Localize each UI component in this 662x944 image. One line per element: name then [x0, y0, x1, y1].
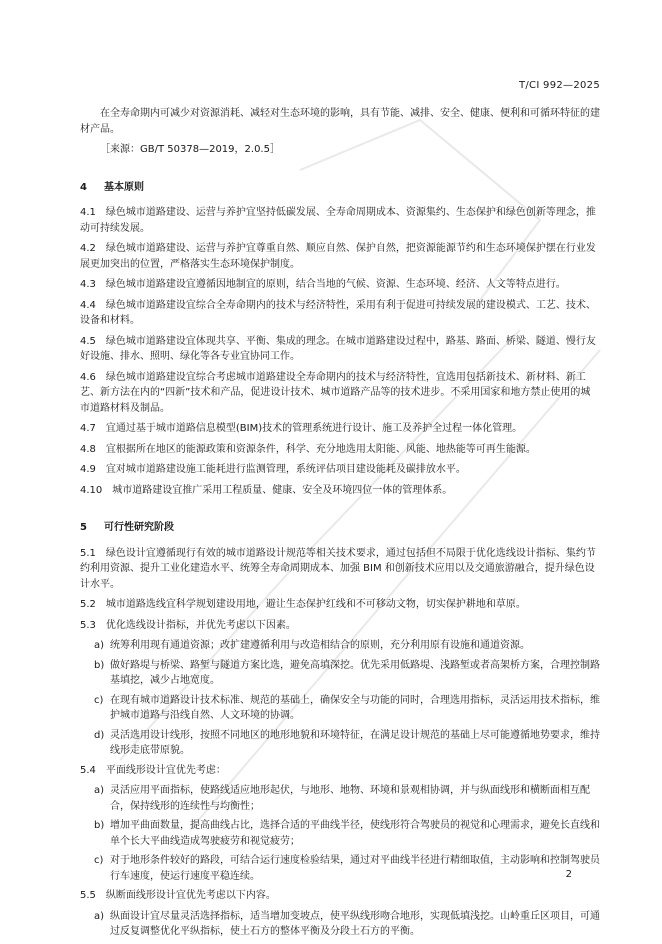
clause-4-7: 4.7 宜通过基于城市道路信息模型(BIM)技术的管理系统进行设计、施工及养护全过程一体化管理。 [80, 423, 523, 434]
clause-4-8: 4.8 宜根据所在地区的能源政策和资源条件，科学、充分地选用太阳能、风能、地热能等可再生能源。 [80, 443, 536, 455]
list-item: a) 纵面设计宜尽量灵活选择指标，适当增加变坡点，使平纵线形吻合地形，实现低填浅挖。山岭重丘区项目，可通过反复调整优化平纵指标，使土石方的整体平衡及分段土石方的平衡。 [94, 910, 600, 937]
list-item: c) 在现有城市道路设计技术标准、规范的基础上，确保安全与功能的同时，合理选用指标，灵活运用技术指标，维护城市道路与沿线自然、人文环境的协调。 [94, 694, 600, 721]
clause-5-4: 5.4 平面线形设计宜优先考虑： [80, 764, 226, 776]
list-item: b) 做好路堤与桥梁、路堑与隧道方案比选，避免高填深挖。优先采用低路堤、浅路堑或者高架桥方案，合理控制路基填挖，减少占地宽度。 [94, 659, 600, 686]
clause-4-4: 4.4 绿色城市道路建设宜综合全寿命期内的技术与经济特性，采用有利于促进可持续发展的建设模式、工艺、技术、设备和材料。 [80, 299, 596, 326]
section-number: 5 [80, 522, 87, 533]
clause-5-3-list [80, 638, 600, 759]
list-item: a) 统筹利用现有通道资源；改扩建遵循利用与改造相结合的原则，充分利用原有设施和通道资源。 [94, 640, 530, 651]
clause-5-4-list [80, 783, 600, 884]
list-item: a) 灵活应用平面指标，使路线适应地形起伏，与地形、地物、环境和景观相协调，并与纵面线形和横断面相互配合，保持线形的连续性与均衡性； [94, 785, 590, 812]
clause-5-1: 5.1 绿色设计宜遵循现行有效的城市道路设计规范等相关技术要求，通过包括但不局限于优化选线设计指标、集约节约利用资源、提升工业化建造水平、统筹全寿命周期成本、加强 BIM 和创新技术应用以及交通旅游融合，提升绿色设计水平。 [80, 547, 596, 590]
section-5-heading [80, 520, 600, 536]
intro-paragraph: 在全寿命期内可减少对资源消耗、减轻对生态环境的影响，具有节能、减排、安全、健康、便利和可循环特征的建材产品。 [80, 108, 600, 135]
clause-4-10: 4.10 城市道路建设宜推广采用工程质量、健康、安全及环境四位一体的管理体系。 [80, 484, 453, 496]
document-body [80, 106, 600, 944]
source-citation: ［来源：GB/T 50378—2019，2.0.5］ [100, 144, 280, 155]
section-4-items [80, 205, 600, 498]
clause-4-3: 4.3 绿色城市道路建设宜遵循因地制宜的原则，结合当地的气候、资源、生态环境、经济、人文等特点进行。 [80, 279, 566, 290]
clause-4-1: 4.1 绿色城市道路建设、运营与养护宜坚持低碳发展、全寿命周期成本、资源集约、生态保护和绿色创新等理念，推动可持续发展。 [80, 207, 596, 234]
clause-5-5-list [80, 909, 600, 940]
list-item: c) 对于地形条件较好的路段，可结合运行速度检验结果，通过对平曲线半径进行精细取值，主动影响和控制驾驶员行车速度，使运行速度平稳连续。 [94, 855, 600, 882]
section-number: 4 [80, 181, 87, 193]
clause-4-9: 4.9 宜对城市道路建设施工能耗进行监测管理，系统评估项目建设能耗及碳排放水平。 [80, 464, 466, 475]
document-code: T/CI 992—2025 [518, 80, 600, 91]
clause-5-3: 5.3 优化选线设计指标，并优先考虑以下因素。 [80, 619, 296, 631]
clause-4-6: 4.6 绿色城市道路建设宜综合考虑城市道路建设全寿命期内的技术与经济特性，宜选用包括新技术、新材料、新工艺、新方法在内的“四新”技术和产品，促进设计技术、城市道路产品等的技术进步。不采用国家和地方禁止使用的城市道路材料及制品。 [80, 371, 591, 414]
page-number: 2 [565, 869, 572, 880]
list-item: d) 灵活选用设计线形，按照不同地区的地形地貌和环境特征，在满足设计规范的基础上尽可能遵循地势要求，维持线形走底带原貌。 [94, 729, 600, 756]
clause-5-5: 5.5 纵断面线形设计宜优先考虑以下内容。 [80, 890, 276, 901]
clause-5-2: 5.2 城市道路选线宜科学规划建设用地，避让生态保护红线和不可移动文物，切实保护耕地和草原。 [80, 599, 526, 610]
section-4-heading [80, 180, 600, 196]
section-title: 基本原则 [104, 181, 144, 193]
clause-4-2: 4.2 绿色城市道路建设、运营与养护宜尊重自然、顺应自然、保护自然，把资源能源节约和生态环境保护摆在行业发展更加突出的位置，严格落实生态环境保护制度。 [80, 243, 596, 270]
clause-4-5: 4.5 绿色城市道路建设宜体现共享、平衡、集成的理念。在城市道路建设过程中，路基、路面、桥梁、隧道、慢行友好设施、排水、照明、绿化等各专业宜协同工作。 [80, 335, 596, 362]
section-title: 可行性研究阶段 [104, 522, 174, 533]
list-item: b) 增加平曲面数量，提高曲线占比，选择合适的平曲线半径，使线形符合驾驶员的视觉和心理需求，避免长直线和单个长大平曲线造成驾驶疲劳和视觉疲劳； [94, 820, 600, 847]
